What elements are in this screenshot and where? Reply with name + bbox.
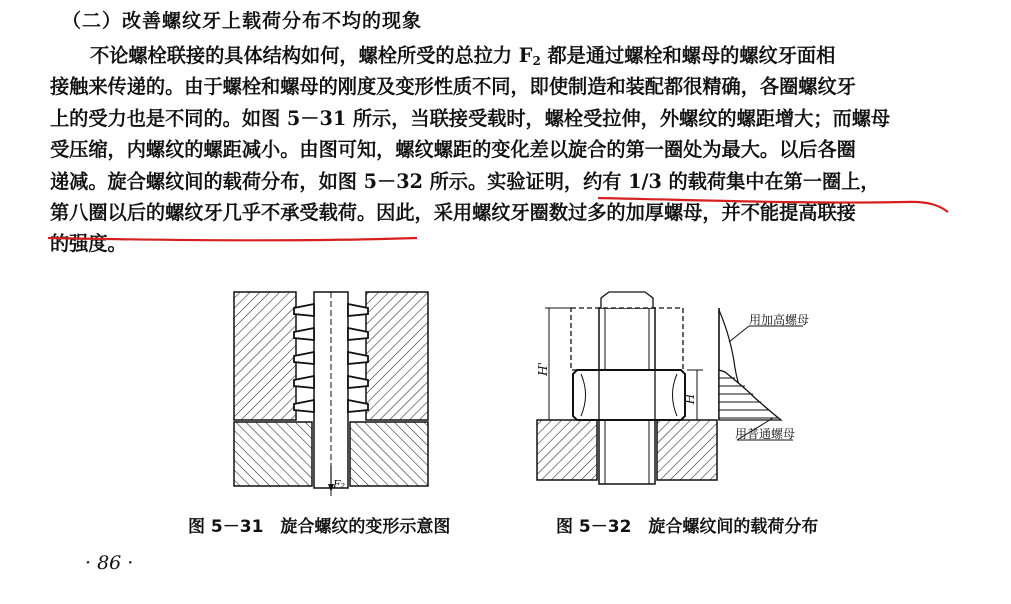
underline-stroke-1: [598, 198, 948, 212]
f2-subscript: 2: [532, 54, 541, 68]
figure-5-31-thread-deformation: [232, 290, 432, 502]
highlighted-text-2: 第八圈以后的螺纹牙几乎不承受载荷: [50, 200, 357, 224]
underline-stroke-2: [48, 238, 417, 240]
paragraph-line-4: 受压缩，内螺纹的螺距减小。由图可知，螺纹螺距的变化差以旋合的第一圈处为最大。以后各圈: [50, 138, 856, 162]
label-normal-nut: 用普通螺母: [735, 427, 796, 441]
section-heading: （二）改善螺纹牙上载荷分布不均的现象: [62, 10, 423, 32]
dim-label-normal: H: [683, 393, 698, 405]
paragraph-line-3: 上的受力也是不同的。如图 5－31 所示，当联接受载时，螺栓受拉伸，外螺纹的螺距增大；而螺母: [50, 106, 891, 130]
force-label-f2: F₂: [333, 478, 346, 491]
highlighted-text-1: 有 1/3 的载荷集中在第一圈上，: [602, 169, 880, 193]
line-6-text-b: 。因此，采用螺纹牙圈数过多的加厚螺母，并不能提高联接: [357, 200, 856, 224]
page-number: · 86 ·: [85, 552, 134, 574]
paragraph-line-7: 的强度。: [50, 232, 127, 256]
line-5-text-a: 递减。旋合螺纹间的载荷分布，如图 5－32 所示。实验证明，约: [50, 169, 603, 193]
figure-5-31-caption: 图 5－31 旋合螺纹的变形示意图: [188, 517, 451, 537]
label-tall-nut: 用加高螺母: [749, 313, 810, 327]
figure-5-32-caption: 图 5－32 旋合螺纹间的载荷分布: [556, 517, 819, 537]
line-1-text-b: 都是通过螺栓和螺母的螺纹牙面相: [540, 44, 836, 67]
dim-label-tall: H': [535, 362, 550, 376]
paragraph-line-2: 接触来传递的。由于螺栓和螺母的刚度及变形性质不同，即使制造和装配都很精确，各圈螺纹牙: [50, 75, 856, 99]
line-1-text-a: 不论螺栓联接的具体结构如何，螺栓所受的总拉力 F: [90, 44, 533, 67]
